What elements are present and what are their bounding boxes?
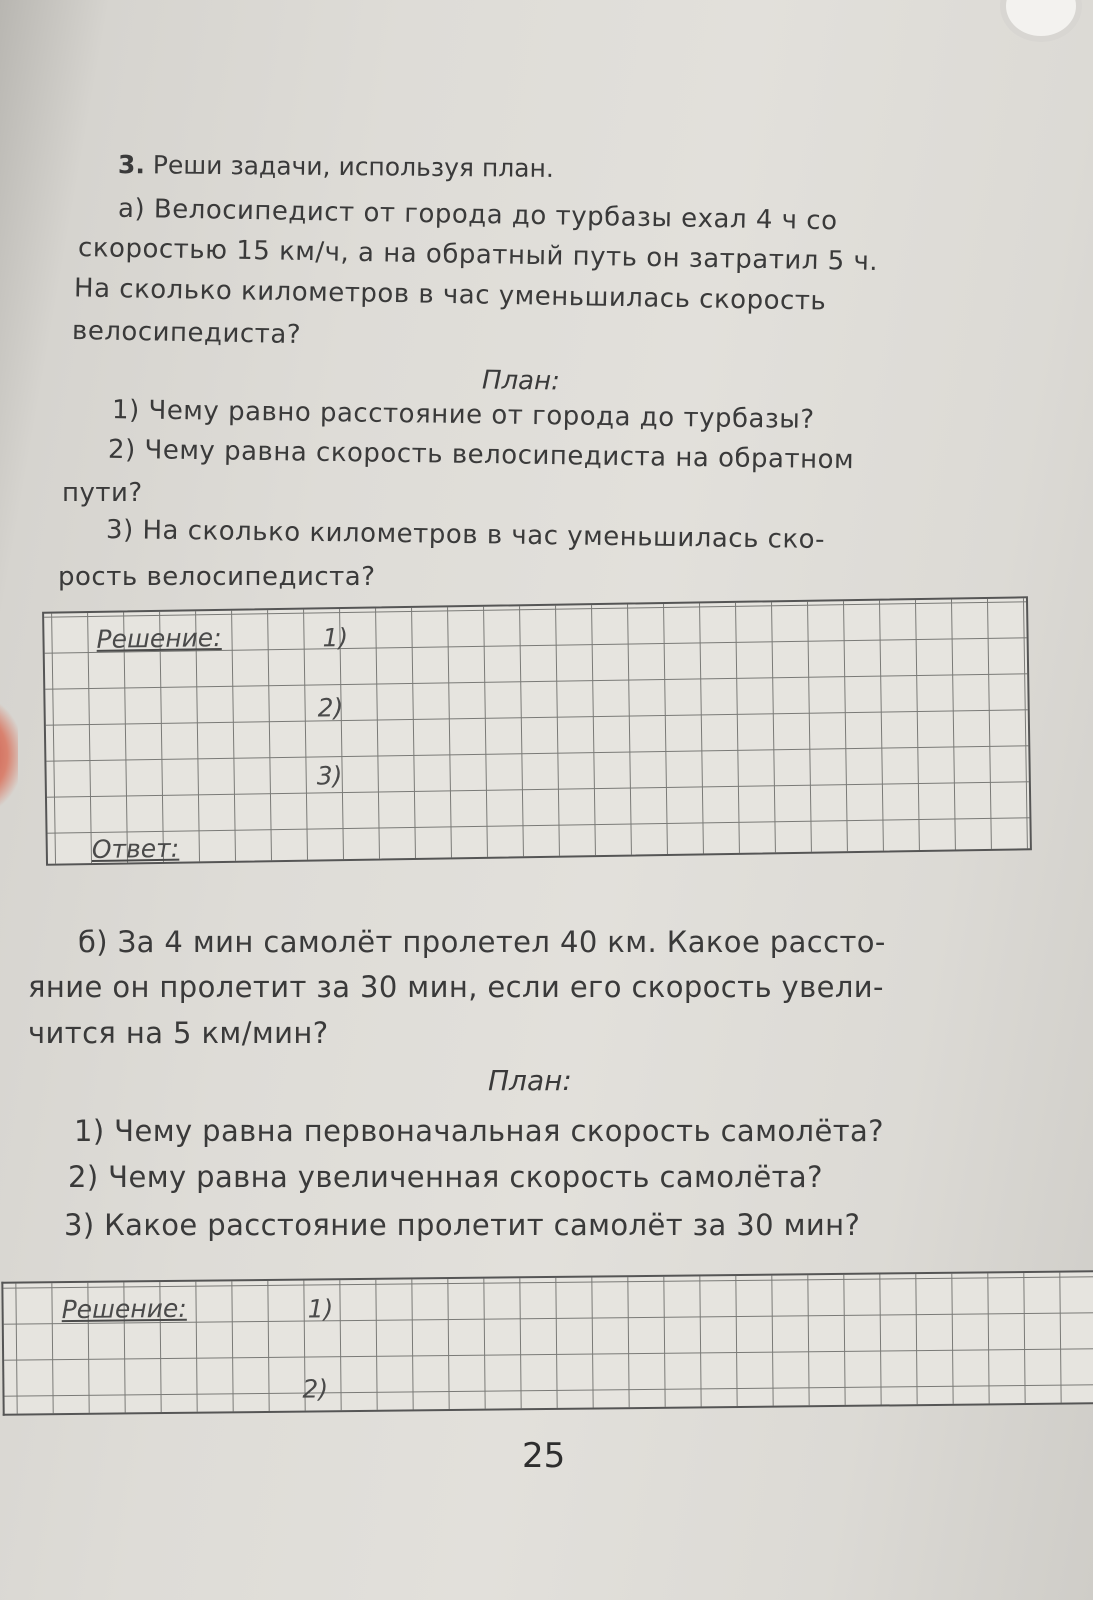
solution-label-b: Решение: — [61, 1293, 187, 1325]
step-label-a-1: 1) — [322, 622, 349, 653]
problem-b-line: чится на 5 км/мин? — [28, 1016, 329, 1050]
finger-edge — [0, 700, 18, 810]
step-label-b-2: 2) — [302, 1374, 329, 1404]
plan-a-item: 2) Чему равна скорость велосипедиста на обратном — [107, 434, 855, 476]
plan-b-item: 3) Какое расстояние пролетит самолёт за 30 мин? — [64, 1208, 861, 1242]
problem-a-line: На сколько километров в час уменьшилась скорость — [73, 273, 827, 317]
problem-a-line: велосипедиста? — [71, 316, 302, 350]
plan-b-title: План: — [488, 1064, 572, 1097]
plan-a-item: 3) На сколько километров в час уменьшилась ско- — [105, 514, 826, 556]
solution-label-a: Решение: — [96, 622, 222, 654]
task-heading — [118, 150, 554, 183]
solution-grid-b[interactable] — [1, 1270, 1093, 1415]
solution-grid-a[interactable] — [42, 596, 1032, 865]
task-number: 3. — [117, 150, 146, 180]
plan-a-item: 1) Чему равно расстояние от города до турбазы? — [111, 395, 815, 435]
answer-label-a: Ответ: — [91, 833, 180, 865]
problem-a-line: скоростью 15 км/ч, а на обратный путь он затратил 5 ч. — [77, 233, 879, 277]
problem-b-line: б) За 4 мин самолёт пролетел 40 км. Какое рассто- — [78, 925, 886, 959]
step-label-a-3: 3) — [316, 761, 343, 791]
step-label-b-1: 1) — [307, 1294, 334, 1324]
plan-b-item: 2) Чему равна увеличенная скорость самолёта? — [68, 1160, 823, 1194]
plan-a-title: План: — [481, 365, 561, 397]
plan-a-item: пути? — [62, 478, 143, 508]
plan-a-item: рость велосипедиста? — [58, 562, 376, 592]
plan-b-item: 1) Чему равна первоначальная скорость самолёта? — [74, 1114, 884, 1148]
problem-b-line: яние он пролетит за 30 мин, если его скорость увели- — [28, 970, 884, 1004]
task-instruction: Реши задачи, используя план. — [152, 150, 554, 183]
binder-ring — [1000, 0, 1082, 42]
problem-a-line: а) Велосипедист от города до турбазы ехал 4 ч со — [117, 193, 838, 237]
page-number: 25 — [522, 1436, 566, 1476]
step-label-a-2: 2) — [317, 693, 344, 723]
